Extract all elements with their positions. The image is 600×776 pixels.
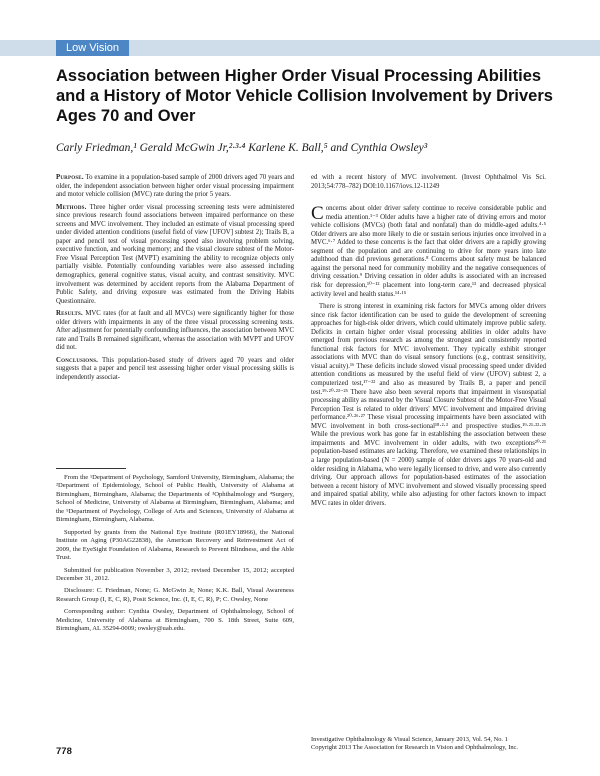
affiliations-block (56, 474, 294, 638)
abstract-continuation: ed with a recent history of MVC involvement. (Invest Ophthalmol Vis Sci. 2013;54:778–782) DOI:10.1167/iovs.12-11249 (311, 174, 546, 190)
body-column (311, 174, 546, 512)
author-list: Carly Friedman,¹ Gerald McGwin Jr,²·³·⁴ Karlene K. Ball,⁵ and Cynthia Owsley³ (56, 142, 428, 154)
body-paragraph-1 (311, 205, 546, 299)
abstract-conclusions (56, 357, 294, 383)
abstract-methods (56, 204, 294, 307)
page-number: 778 (56, 746, 72, 757)
conclusions-text: This population-based study of drivers aged 70 years and older suggests that a paper and pencil test assessing higher order visual processing skills is independently associat- (56, 356, 294, 382)
article-title: Association between Higher Order Visual Processing Abilities and a History of Motor Vehicle Collision Involvement by Drivers Ages 70 and Over (56, 67, 553, 125)
purpose-label: Purpose. (56, 174, 84, 181)
copyright-line: Copyright 2013 The Association for Research in Vision and Ophthalmology, Inc. (311, 744, 518, 751)
footnote-divider (56, 468, 126, 469)
journal-footer (311, 736, 551, 752)
abstract-results (56, 310, 294, 353)
submission-dates: Submitted for publication November 3, 2012; revised December 15, 2012; accepted December 31, 2012. (56, 566, 294, 582)
purpose-text: To examine in a population-based sample of 2000 drivers aged 70 years and older, the independent association between higher order visual processing impairment and motor vehicle collision (MVC) rate during the prior 5 years. (56, 174, 294, 199)
drop-cap: C (311, 203, 324, 225)
body-paragraph-1-text: oncerns about older driver safety continue to receive considerable public and media attention.¹⁻³ Older adults have a higher rate of driving errors and motor vehicle collisions (MVCs) (both fatal and nonfatal) than do middle-aged adults.⁴·⁵ Older drivers are also more likely to die or sustain serious injuries once involved in a MVC.⁶·⁷ Added to these concerns is the fact that older drivers are a rapidly growing segment of the population and are continuing to drive for more years into late adulthood than did previous generations.⁸ Concerns about safety must be balanced against the personal need for community mobility and the negative consequences of driving cessation.⁹ Driving cessation in older adults is associated with an increased risk for depression,¹⁰⁻¹² placement into long-term care,¹³ and decreased physical activity level and health status.¹⁴·¹⁵ (311, 205, 546, 298)
affiliation-from: From the ¹Department of Psychology, Samford University, Birmingham, Alabama; the ²Department of Epidemiology, School of Public Health, University of Alabama at Birmingham, Birmingham, Alabama; the Departments of ³Ophthalmology and ⁴Surgery, School of Medicine, University of Alabama at Birmingham, Birmingham, Alabama; and the ⁵Department of Psychology, College of Arts and Sciences, University of Alabama at Birmingham, Birmingham, Alabama. (56, 474, 294, 524)
funding-note: Supported by grants from the National Eye Institute (R01EY18966), the National Institute on Aging (P30AG22838), the American Recovery and Reinvestment Act of 2009, the EyeSight Foundation of Alabama, Research to Prevent Blindness, and the Able Trust. (56, 528, 294, 562)
abstract-purpose (56, 174, 294, 200)
body-paragraph-2: There is strong interest in examining risk factors for MVCs among older drivers since risk factor identification can be used to guide the development of screening approaches for high-risk older drivers, which could ultimately improve public safety. Deficits in certain higher order visual processing abilities in older adults have emerged from previous research as among the strongest and consistently reported functional risk factors for MVC involvement. They typically exhibit stronger associations with MVC than do visual sensory functions (e.g., contrast sensitivity, visual acuity).¹⁶ These deficits include slowed visual processing speed under divided attention conditions as measured by the useful field of view (UFOV) subtest 2, a computerized test,¹⁷⁻²² and also as measured by Trails B, a paper and pencil test.¹⁹·²⁰·²³⁻²⁵ There have also been several reports that impairment in visuospatial processing ability as measured by the Visual Closure Subtest of the Motor-Free Visual Perception Test is related to older drivers' MVC involvement and impaired driving performance.²⁰·²⁶·²⁷ These visual processing impairments have been associated with MVC involvement in both cross-sectional¹⁸·²·³ and prospective studies.¹⁹·²¹·²²·²⁵ While the previous work has gone far in establishing the association between these impairments and MVC involvement in older adults, with two exceptions²⁰·²¹ population-based estimates are lacking. Therefore, we examined these relationships in a large population-based (N = 2000) sample of older drivers ages 70 years-old and older residing in Alabama, who were legally licensed to drive, and were also currently driving. Our approach allows for population-based estimates of the association between a recent history of MVC involvement and slowed visually processing speed and impaired spatial ability, while also adjusting for other factors known to impact MVC rates in older drivers. (311, 303, 546, 507)
disclosure-note: Disclosure: C. Friedman, None; G. McGwin Jr, None; K.K. Ball, Visual Awareness Research Group (I, E, C, R), Posit Science, Inc. (I, E, C, R), P; C. Owsley, None (56, 587, 294, 603)
results-label: Results. (56, 310, 83, 318)
abstract-column (56, 174, 294, 387)
methods-text: Three higher order visual processing screening tests were administered since previous research found associations between impaired performance on these screens and MVC involvement. They included an estimate of visual processing speed under divided attention conditions (useful field of view [UFOV] subtest 2); Trails B, a paper and pencil test of visual processing speed also involving problem solving, executive function, and working memory; and the visual closure subtest of the Motor-Free Visual Perception Test (MVPT) examining the ability to recognize objects only partially visible. Potentially confounding variables were also assessed including demographics, general cognitive status, visual acuity, and contrast sensitivity. MVC involvement was determined by accident reports from the Alabama Department of Public Safety, and driving exposure was estimated from the Driving Habits Questionnaire. (56, 203, 295, 305)
methods-label: Methods. (56, 203, 87, 211)
section-tag: Low Vision (56, 40, 129, 56)
corresponding-author: Corresponding author: Cynthia Owsley, Department of Ophthalmology, School of Medicine, University of Alabama at Birmingham, 700 S. 18th Street, Suite 609, Birmingham, AL 35294-0009; owsley@uab.edu. (56, 608, 294, 633)
conclusions-label: Conclusions. (56, 356, 99, 364)
journal-citation: Investigative Ophthalmology & Visual Science, January 2013, Vol. 54, No. 1 (311, 736, 508, 743)
results-text: MVC rates (for at fault and all MVCs) were significantly higher for those older drivers with impairments in any of the three visual processing screening tests. After adjustment for potentially confounding influences, the association between MVC rate and Trails B remained significant, whereas the association with MVPT and UFOV did not. (56, 310, 295, 352)
